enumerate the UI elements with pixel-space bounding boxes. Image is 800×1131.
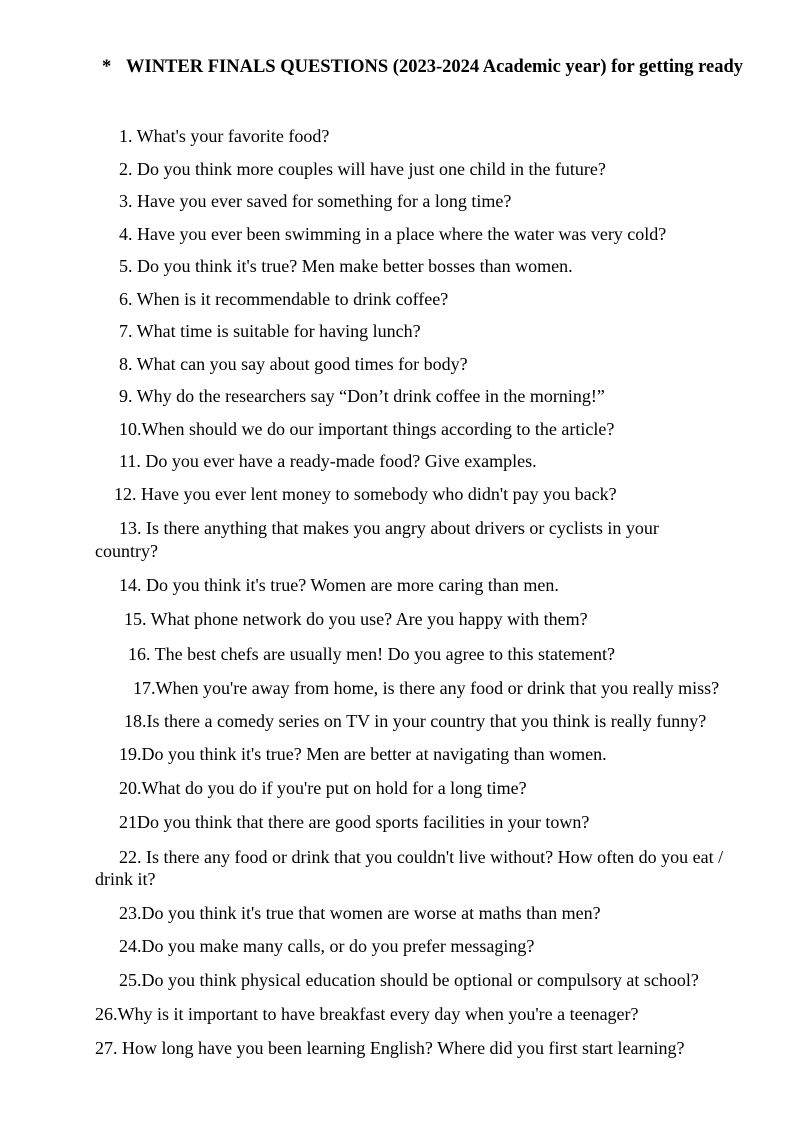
question-24: 24.Do you make many calls, or do you prefer messaging? (119, 936, 535, 956)
question-26: 26.Why is it important to have breakfast every day when you're a teenager? (95, 1004, 639, 1024)
question-10: 10.When should we do our important things according to the article? (119, 419, 615, 439)
question-14: 14. Do you think it's true? Women are more caring than men. (119, 575, 559, 595)
question-12: 12. Have you ever lent money to somebody who didn't pay you back? (114, 484, 617, 504)
question-18: 18.Is there a comedy series on TV in your country that you think is really funny? (124, 711, 707, 731)
question-25: 25.Do you think physical education should be optional or compulsory at school? (119, 970, 699, 990)
question-21: 21Do you think that there are good sports facilities in your town? (119, 812, 590, 832)
question-13: 13. Is there anything that makes you angry about drivers or cyclists in your (119, 518, 659, 538)
question-8: 8. What can you say about good times for body? (119, 354, 468, 374)
question-22-continued: drink it? (95, 869, 156, 889)
question-6: 6. When is it recommendable to drink coffee? (119, 289, 449, 309)
title-marker: * (102, 57, 112, 77)
document-title (102, 57, 743, 78)
question-13-continued: country? (95, 541, 158, 561)
question-15: 15. What phone network do you use? Are you happy with them? (124, 609, 588, 629)
question-23: 23.Do you think it's true that women are worse at maths than men? (119, 903, 601, 923)
question-22: 22. Is there any food or drink that you couldn't live without? How often do you eat / (119, 847, 724, 867)
question-4: 4. Have you ever been swimming in a place where the water was very cold? (119, 224, 667, 244)
question-11: 11. Do you ever have a ready-made food? Give examples. (119, 451, 537, 471)
question-7: 7. What time is suitable for having lunch? (119, 321, 421, 341)
question-16: 16. The best chefs are usually men! Do you agree to this statement? (128, 644, 616, 664)
question-9: 9. Why do the researchers say “Don’t drink coffee in the morning!” (119, 386, 605, 406)
question-5: 5. Do you think it's true? Men make better bosses than women. (119, 256, 573, 276)
question-2: 2. Do you think more couples will have just one child in the future? (119, 159, 606, 179)
question-20: 20.What do you do if you're put on hold for a long time? (119, 778, 527, 798)
title-text: WINTER FINALS QUESTIONS (2023-2024 Academic year) for getting ready (126, 57, 743, 77)
question-1: 1. What's your favorite food? (119, 126, 330, 146)
question-19: 19.Do you think it's true? Men are better at navigating than women. (119, 744, 607, 764)
question-17: 17.When you're away from home, is there any food or drink that you really miss? (133, 678, 720, 698)
question-27: 27. How long have you been learning English? Where did you first start learning? (95, 1038, 685, 1058)
question-3: 3. Have you ever saved for something for a long time? (119, 191, 512, 211)
